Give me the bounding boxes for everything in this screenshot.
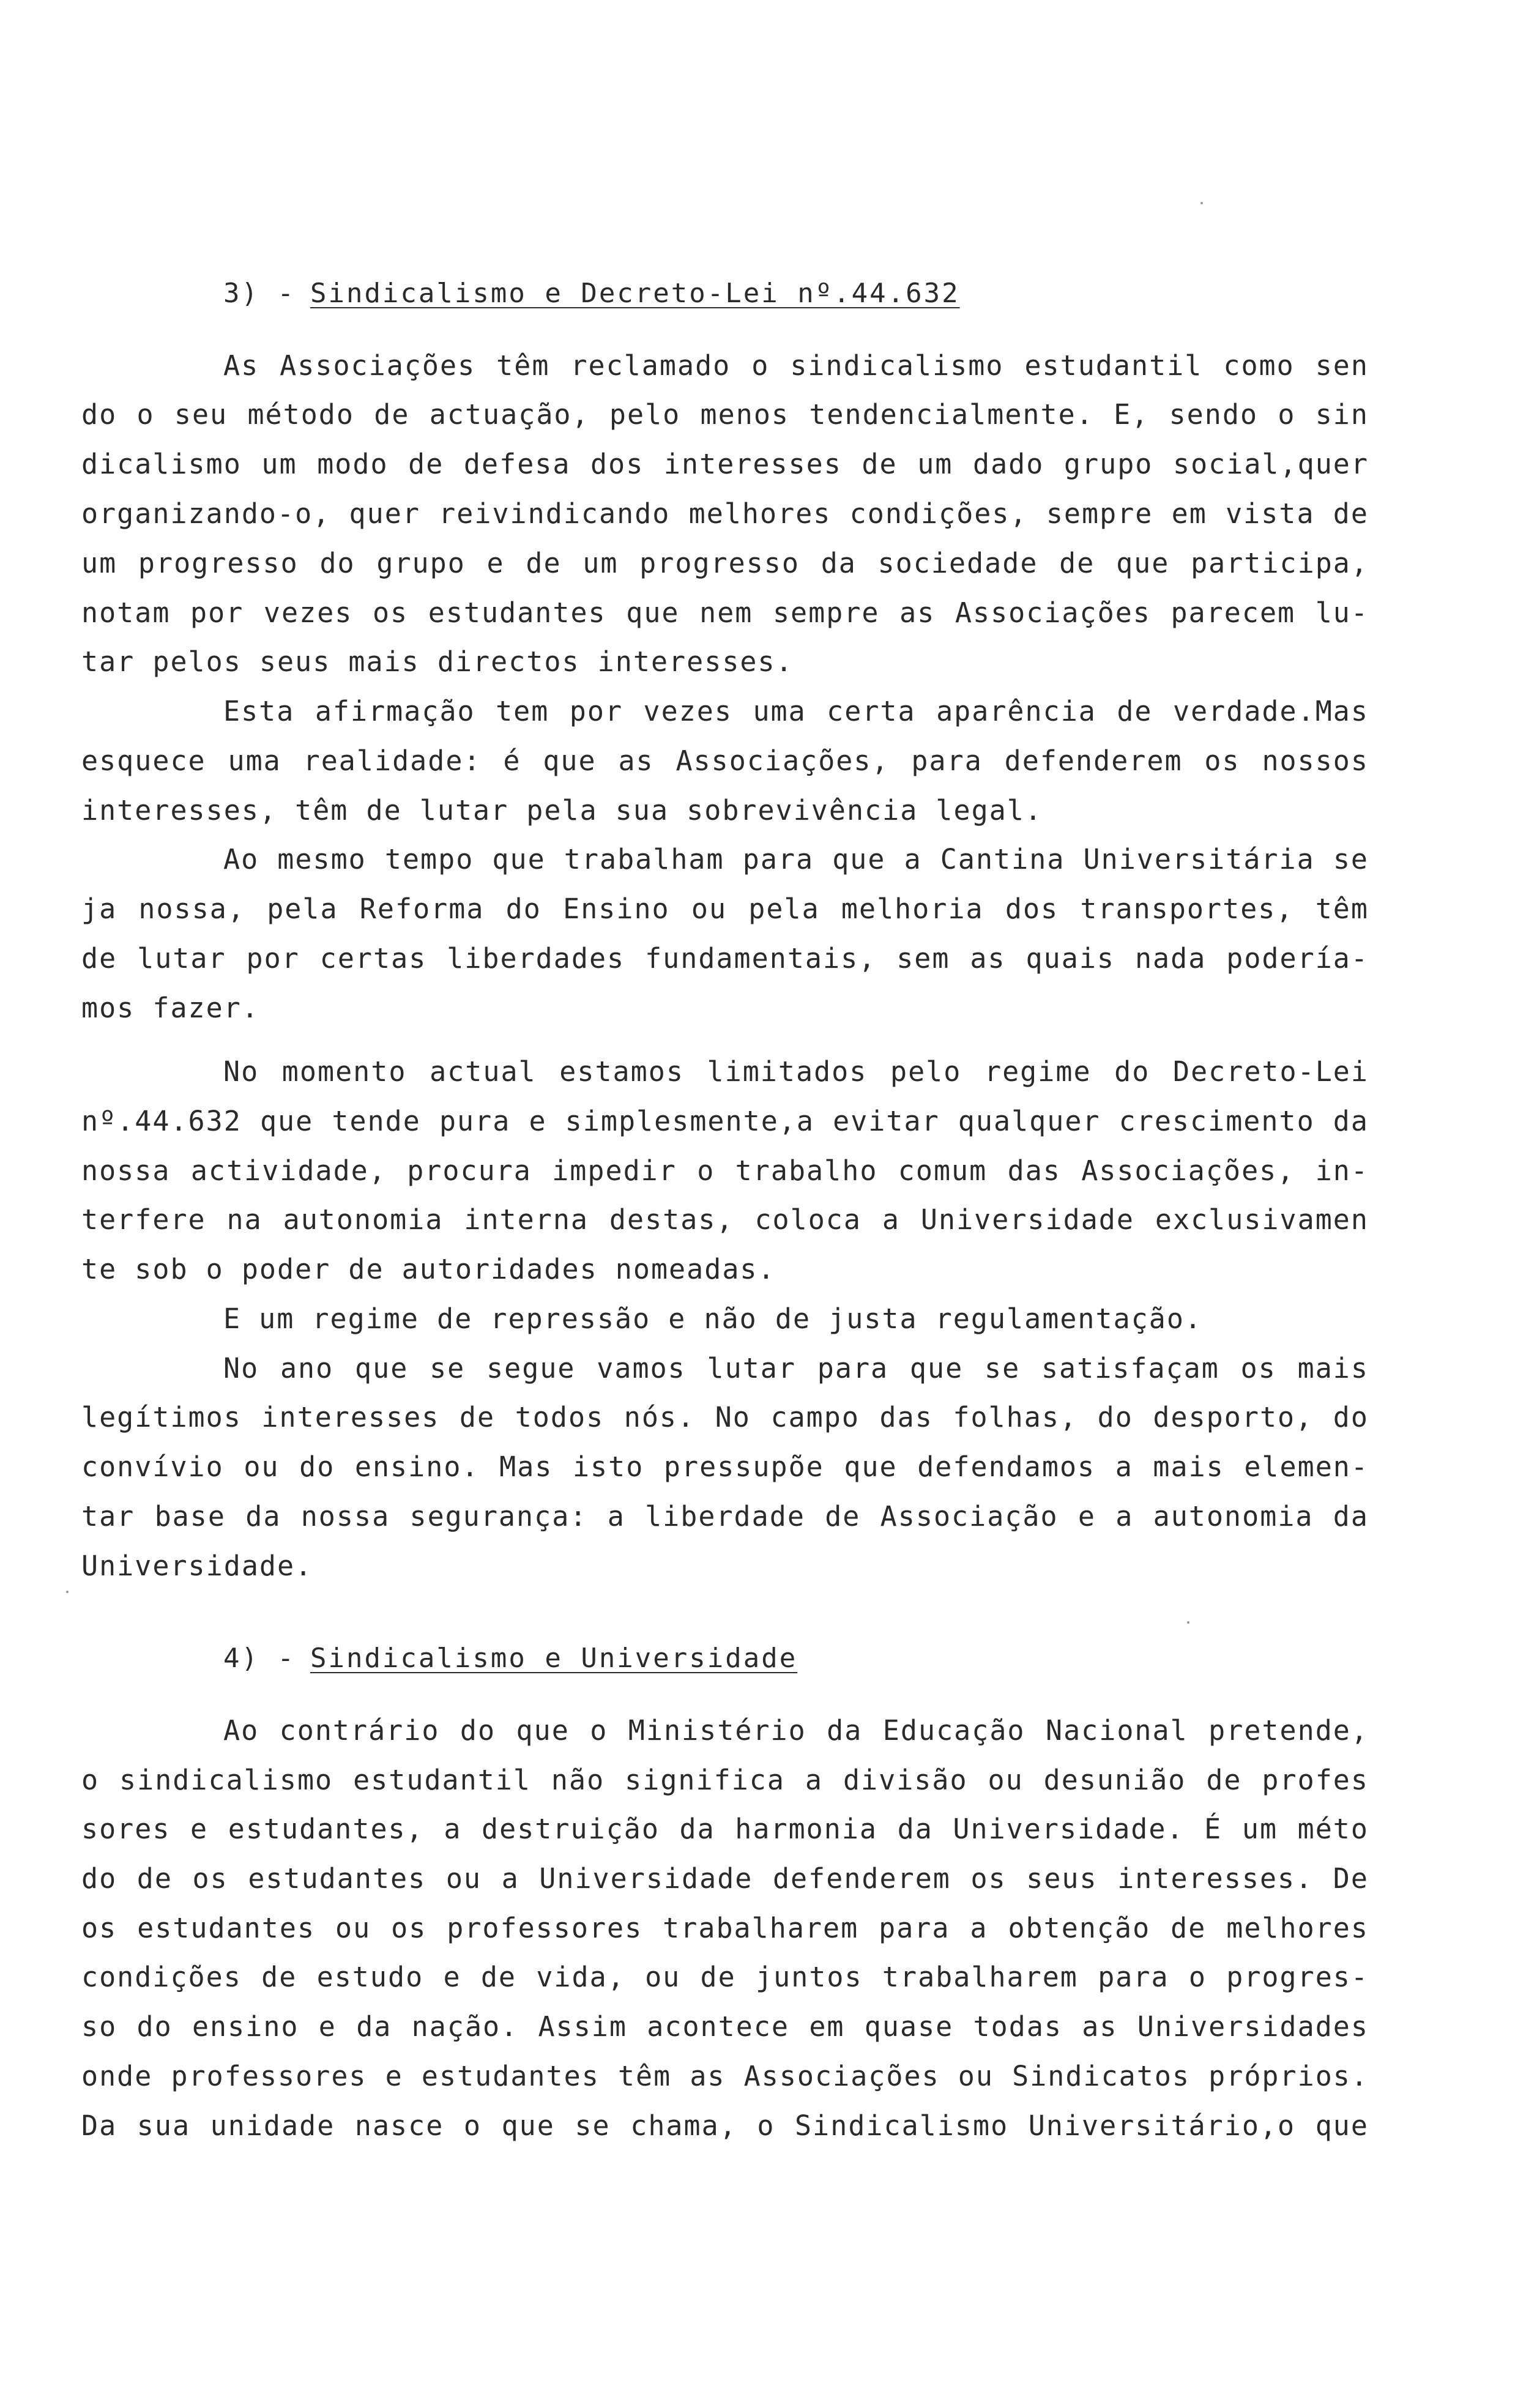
section-4-heading <box>223 1645 797 1672</box>
text-line: convívio ou do ensino. Mas isto pressupõe que defendamos a mais elemen- <box>81 1451 1369 1483</box>
text-line: notam por vezes os estudantes que nem sempre as Associações parecem lu- <box>81 596 1369 629</box>
text-line: onde professores e estudantes têm as Associações ou Sindicatos próprios. <box>81 2060 1369 2092</box>
text-line: tar pelos seus mais directos interesses. <box>81 645 794 678</box>
section-3-number: 3) - <box>223 278 296 309</box>
text-line: interesses, têm de lutar pela sua sobrevivência legal. <box>81 794 1043 827</box>
text-line: os estudantes ou os professores trabalharem para a obtenção de melhores <box>81 1912 1369 1944</box>
text-line: legítimos interesses de todos nós. No campo das folhas, do desporto, do <box>81 1401 1369 1433</box>
section-4-number: 4) - <box>223 1643 296 1674</box>
text-line: de lutar por certas liberdades fundamentais, sem as quais nada podería- <box>81 942 1369 975</box>
text-line: organizando-o, quer reivindicando melhores condições, sempre em vista de <box>81 497 1369 530</box>
scan-speck <box>66 1591 69 1593</box>
section-3-heading <box>223 280 960 307</box>
text-line: ja nossa, pela Reforma do Ensino ou pela melhoria dos transportes, têm <box>81 893 1369 925</box>
text-line: so do ensino e da nação. Assim acontece em quase todas as Universidades <box>81 2010 1369 2043</box>
text-line: o sindicalismo estudantil não significa a divisão ou desunião de profes <box>81 1764 1369 1796</box>
text-line: Esta afirmação tem por vezes uma certa aparência de verdade.Mas <box>223 695 1369 727</box>
section-3-title: Sindicalismo e Decreto-Lei nº.44.632 <box>310 278 960 309</box>
text-line: Universidade. <box>81 1550 313 1582</box>
text-line: sores e estudantes, a destruição da harmonia da Universidade. É um méto <box>81 1813 1369 1845</box>
text-line: Da sua unidade nasce o que se chama, o Sindicalismo Universitário,o que <box>81 2109 1369 2142</box>
text-line: E um regime de repressão e não de justa regulamentação. <box>223 1302 1203 1335</box>
text-line: mos fazer. <box>81 992 259 1024</box>
text-line: No momento actual estamos limitados pelo regime do Decreto-Lei <box>223 1055 1369 1088</box>
text-line: nº.44.632 que tende pura e simplesmente,a evitar qualquer crescimento da <box>81 1105 1369 1137</box>
text-line: condições de estudo e de vida, ou de juntos trabalharem para o progres- <box>81 1961 1369 1993</box>
text-line: um progresso do grupo e de um progresso da sociedade de que participa, <box>81 547 1369 579</box>
scan-speck <box>1187 1621 1189 1624</box>
text-line: tar base da nossa segurança: a liberdade de Associação e a autonomia da <box>81 1500 1369 1533</box>
text-line: do de os estudantes ou a Universidade defenderem os seus interesses. De <box>81 1862 1369 1895</box>
text-line: do o seu método de actuação, pelo menos tendencialmente. E, sendo o sin <box>81 398 1369 431</box>
text-line: dicalismo um modo de defesa dos interesses de um dado grupo social,quer <box>81 448 1369 480</box>
text-line: No ano que se segue vamos lutar para que se satisfaçam os mais <box>223 1352 1369 1384</box>
text-line: esquece uma realidade: é que as Associações, para defenderem os nossos <box>81 745 1369 777</box>
section-4-title: Sindicalismo e Universidade <box>310 1643 798 1674</box>
scan-speck <box>1200 202 1203 204</box>
text-line: terfere na autonomia interna destas, coloca a Universidade exclusivamen <box>81 1203 1369 1236</box>
text-line: te sob o poder de autoridades nomeadas. <box>81 1253 776 1285</box>
text-line: As Associações têm reclamado o sindicalismo estudantil como sen <box>223 349 1369 382</box>
text-line: nossa actividade, procura impedir o trabalho comum das Associações, in- <box>81 1154 1369 1187</box>
text-line: Ao contrário do que o Ministério da Educação Nacional pretende, <box>223 1714 1369 1747</box>
text-line: Ao mesmo tempo que trabalham para que a Cantina Universitária se <box>223 843 1369 875</box>
